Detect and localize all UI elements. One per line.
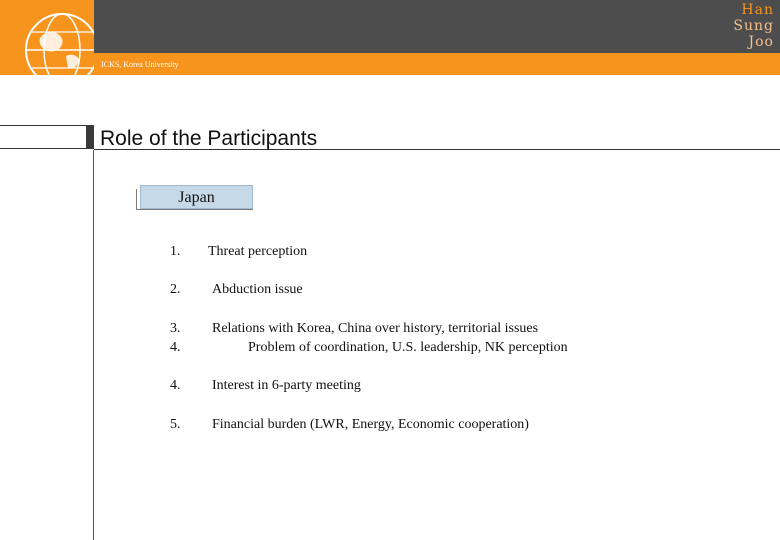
list-item: Interest in 6-party meeting bbox=[212, 378, 361, 393]
list-item: Financial burden (LWR, Energy, Economic cooperation) bbox=[212, 417, 529, 432]
list-item: Problem of coordination, U.S. leadership, NK perception bbox=[248, 340, 568, 355]
list-item: Abduction issue bbox=[212, 282, 303, 297]
item-number: 4. bbox=[170, 340, 181, 355]
org-strip bbox=[94, 53, 780, 75]
title-marker bbox=[86, 125, 94, 149]
title-left-rule bbox=[0, 125, 86, 149]
item-number: 2. bbox=[170, 282, 181, 297]
brand-line-3: Joo bbox=[748, 34, 774, 50]
brand-name bbox=[733, 2, 774, 50]
globe-logo bbox=[0, 0, 94, 75]
list-item: Relations with Korea, China over history, territorial issues bbox=[212, 321, 539, 336]
item-number: 5. bbox=[170, 417, 181, 432]
brand-line-2: Sung bbox=[733, 18, 774, 34]
org-label: ICKS, Korea University bbox=[101, 60, 179, 69]
item-number: 1. bbox=[170, 244, 181, 259]
item-number: 3. bbox=[170, 321, 181, 336]
vertical-divider bbox=[93, 150, 94, 540]
slide-title: Role of the Participants bbox=[100, 127, 318, 150]
brand-line-1: Han bbox=[741, 2, 774, 18]
header-bar bbox=[0, 0, 780, 53]
tab-japan: Japan bbox=[140, 185, 253, 209]
item-number: 4. bbox=[170, 378, 181, 393]
list-item: Threat perception bbox=[208, 244, 308, 259]
tab-shadow-left bbox=[136, 189, 137, 210]
